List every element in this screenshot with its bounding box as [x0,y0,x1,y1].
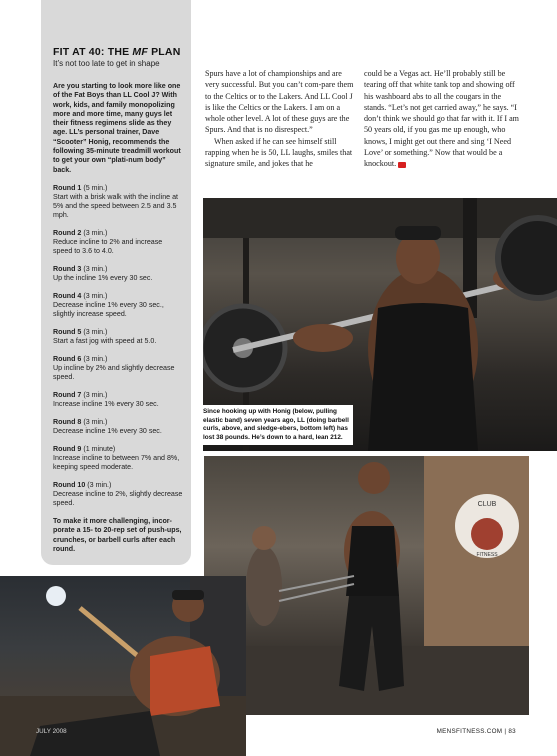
round-item: Round 8 (3 min.) Decrease incline 1% every 30 sec. [53,417,162,435]
sign-club-text: CLUB [477,501,497,508]
rounds-list [53,184,183,508]
article-paragraph: could be a Vegas act. He’ll probably still be tearing off that white tank top and showing off his washboard abs to all the cougars in the stands. “Let’s not get carried away,” he says. “I don’t think we should go that far with it. If I am 50 years old, if you gas me up enough, who knows, I might get out there and sing ‘I Need Love’ or something.” Now that would be a knockout. [364,69,519,169]
round-item: Round 9 (1 minute) Increase incline to between 7% and 8%, keeping speed moderate. [53,444,180,471]
round-item: Round 4 (3 min.) Decrease incline 1% every 30 sec., slightly increase speed. [53,291,164,318]
round-item: Round 1 (5 min.) Start with a brisk walk with the incline at 5% and the speed between 2.5 and 3.5 mph. [53,183,178,219]
article-paragraph: Spurs have a lot of championships and are very successful. But you can’t com-pare them to the Celtics or to the Lakers. And LL Cool J is like the Celtics or the Lakers. I am on a whole other level. A lot of these guys are the Spurs. And that is no disrespect.” [205,69,354,135]
end-mark-icon [398,162,406,168]
sidebar-box [41,0,191,565]
sidebar-title: FIT AT 40: THE MF PLAN [53,46,181,58]
sign-fitness-text: FITNESS [476,552,498,558]
article-column-1 [205,68,355,170]
round-item: Round 7 (3 min.) Increase incline 1% every 30 sec. [53,390,159,408]
page-folio: MENSFITNESS.COM | 83 [436,728,516,735]
photo-caption: Since hooking up with Honig (below, pulling elastic band) seven years ago, LL (doing barbell curls, above, and sledge-ebers, bottom left) has lost 38 pounds. He’s down to a hard, lean 212. [203,405,353,445]
sidebar-subtitle: It’s not too late to get in shape [53,59,160,68]
round-item: Round 2 (3 min.) Reduce incline to 2% and increase speed to 3.6 to 4.0. [53,228,163,255]
article-paragraph: When asked if he can see himself still rapping when he is 50, LL laughs, smiles that signature smile, and jokes that he [205,136,353,169]
sidebar-outro: To make it more challenging, incor-porate a 15- to 20-rep set of push-ups, crunches, or barbell curls after each round. [53,516,182,553]
round-item: Round 3 (3 min.) Up the incline 1% every 30 sec. [53,264,153,282]
elastic-band-illustration [204,456,529,715]
round-item: Round 10 (3 min.) Decrease incline to 2%, slightly decrease speed. [53,480,183,507]
round-item: Round 6 (3 min.) Up incline by 2% and slightly decrease speed. [53,354,175,381]
round-item: Round 5 (3 min.) Start a fast jog with speed at 5.0. [53,327,157,345]
issue-date: JULY 2008 [36,728,67,735]
article-column-2 [364,68,524,170]
photo-elastic-band [204,456,529,715]
sidebar-intro: Are you starting to look more like one of the Fat Boys than LL Cool J? With work, kids, and family monopolizing more and more time, many guys let their fitness regimens slide as they age. LL’s personal trainer, Dave “Scooter” Honig, recommends the following 35-minute treadmill workout to get your own “plati-num body” back. [53,82,181,174]
